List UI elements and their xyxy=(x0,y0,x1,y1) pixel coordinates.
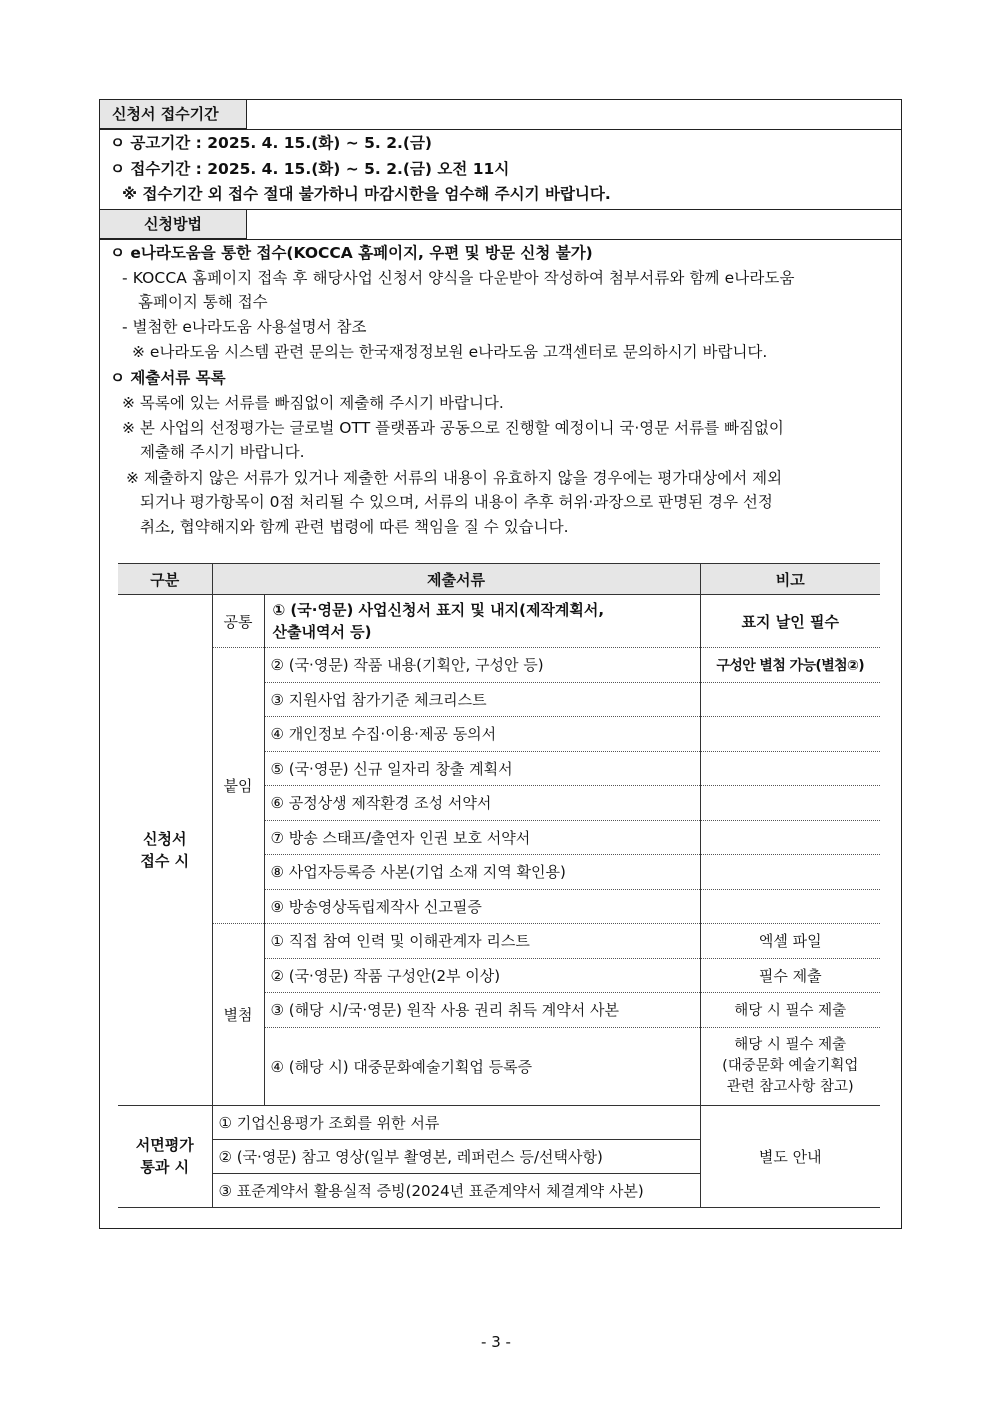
table-header-row xyxy=(118,564,880,595)
table-row xyxy=(118,648,880,683)
divider xyxy=(100,129,901,130)
attach-doc-item: ② (국·영문) 작품 내용(기획안, 구성안 등) xyxy=(264,648,700,683)
section-header-reception-period: 신청서 접수기간 xyxy=(100,100,247,129)
review-doc-note: 별도 안내 xyxy=(700,1105,880,1207)
subgroup-label-common: 공통 xyxy=(212,595,264,648)
attach-doc-note xyxy=(700,751,880,786)
page-number: - 3 - xyxy=(481,1333,511,1351)
online-inquiry-note: ※ e나라도움 시스템 관련 문의는 한국재정정보원 e나라도움 고객센터로 문의하시기 바랍니다. xyxy=(132,343,768,361)
docs-note: 제출해 주시기 바랍니다. xyxy=(140,443,305,461)
group-label-document-review: 서면평가 통과 시 xyxy=(118,1105,212,1207)
extra-doc-item: ② (국·영문) 작품 구성안(2부 이상) xyxy=(264,958,700,993)
attach-doc-item: ⑧ 사업자등록증 사본(기업 소재 지역 확인용) xyxy=(264,855,700,890)
table-row xyxy=(118,595,880,648)
attach-doc-item: ⑦ 방송 스태프/출연자 인권 보호 서약서 xyxy=(264,820,700,855)
attach-doc-note: 구성안 별첨 가능(별첨②) xyxy=(700,648,880,683)
document-frame xyxy=(99,99,902,1229)
extra-doc-note: 엑셀 파일 xyxy=(700,924,880,959)
reception-period-line: ㅇ 접수기간 : 2025. 4. 15.(화) ~ 5. 2.(금) 오전 11시 xyxy=(110,160,510,178)
divider xyxy=(100,239,901,240)
extra-doc-note: 해당 시 필수 제출 (대중문화 예술기획업 관련 참고사항 참고) xyxy=(700,1027,880,1105)
col-header-documents: 제출서류 xyxy=(212,564,700,595)
online-application-title: ㅇ e나라도움을 통한 접수(KOCCA 홈페이지, 우편 및 방문 신청 불가) xyxy=(110,244,593,262)
docs-note: ※ 본 사업의 선정평가는 글로벌 OTT 플랫폼과 공동으로 진행할 예정이니 국·영문 서류를 빠짐없이 xyxy=(122,419,784,437)
common-doc-item: ① (국·영문) 사업신청서 표지 및 내지(제작계획서, 산출내역서 등) xyxy=(264,595,700,648)
subgroup-label-extra: 별첨 xyxy=(212,924,264,1106)
extra-doc-note: 필수 제출 xyxy=(700,958,880,993)
attach-doc-note xyxy=(700,786,880,821)
docs-note: 되거나 평가항목이 0점 처리될 수 있으며, 서류의 내용이 추후 허위·과장으로 판명된 경우 선정 xyxy=(140,493,773,511)
col-header-category: 구분 xyxy=(118,564,212,595)
attach-doc-item: ⑥ 공정상생 제작환경 조성 서약서 xyxy=(264,786,700,821)
review-doc-item: ② (국·영문) 참고 영상(일부 촬영본, 레퍼런스 등/선택사항) xyxy=(212,1139,700,1173)
group-label-application: 신청서 접수 시 xyxy=(118,595,212,1106)
attach-doc-item: ⑤ (국·영문) 신규 일자리 창출 계획서 xyxy=(264,751,700,786)
extra-doc-item: ① 직접 참여 인력 및 이해관계자 리스트 xyxy=(264,924,700,959)
extra-doc-item: ③ (해당 시/국·영문) 원작 사용 권리 취득 계약서 사본 xyxy=(264,993,700,1028)
attach-doc-item: ③ 지원사업 참가기준 체크리스트 xyxy=(264,682,700,717)
col-header-remarks: 비고 xyxy=(700,564,880,595)
online-instruction-line: - KOCCA 홈페이지 접속 후 해당사업 신청서 양식을 다운받아 작성하여 첨부서류와 함께 e나라도움 xyxy=(122,269,795,287)
docs-list-title: ㅇ 제출서류 목록 xyxy=(110,369,226,387)
attach-doc-item: ④ 개인정보 수집·이용·제공 동의서 xyxy=(264,717,700,752)
submission-documents-table xyxy=(118,563,880,1208)
notice-period-line: ㅇ 공고기간 : 2025. 4. 15.(화) ~ 5. 2.(금) xyxy=(110,134,433,152)
subgroup-label-attach: 붙임 xyxy=(212,648,264,924)
attach-doc-item: ⑨ 방송영상독립제작사 신고필증 xyxy=(264,889,700,924)
attach-doc-note xyxy=(700,717,880,752)
extra-doc-item: ④ (해당 시) 대중문화예술기획업 등록증 xyxy=(264,1027,700,1105)
deadline-warning: ※ 접수기간 외 접수 절대 불가하니 마감시한을 엄수해 주시기 바랍니다. xyxy=(122,185,611,203)
attach-doc-note xyxy=(700,820,880,855)
online-instruction-line: - 별첨한 e나라도움 사용설명서 참조 xyxy=(122,318,367,336)
docs-note: 취소, 협약해지와 함께 관련 법령에 따른 책임을 질 수 있습니다. xyxy=(140,518,569,536)
attach-doc-note xyxy=(700,682,880,717)
table-row xyxy=(118,924,880,959)
attach-doc-note xyxy=(700,855,880,890)
review-doc-item: ③ 표준계약서 활용실적 증빙(2024년 표준계약서 체결계약 사본) xyxy=(212,1173,700,1207)
common-doc-note: 표지 날인 필수 xyxy=(700,595,880,648)
section-header-application-method: 신청방법 xyxy=(100,210,247,239)
extra-doc-note: 해당 시 필수 제출 xyxy=(700,993,880,1028)
review-doc-item: ① 기업신용평가 조회를 위한 서류 xyxy=(212,1105,700,1139)
docs-note: ※ 목록에 있는 서류를 빠짐없이 제출해 주시기 바랍니다. xyxy=(122,394,504,412)
table-row xyxy=(118,1105,880,1139)
docs-note: ※ 제출하지 않은 서류가 있거나 제출한 서류의 내용이 유효하지 않을 경우에는 평가대상에서 제외 xyxy=(126,469,783,487)
online-instruction-line: 홈페이지 통해 접수 xyxy=(138,293,268,311)
attach-doc-note xyxy=(700,889,880,924)
